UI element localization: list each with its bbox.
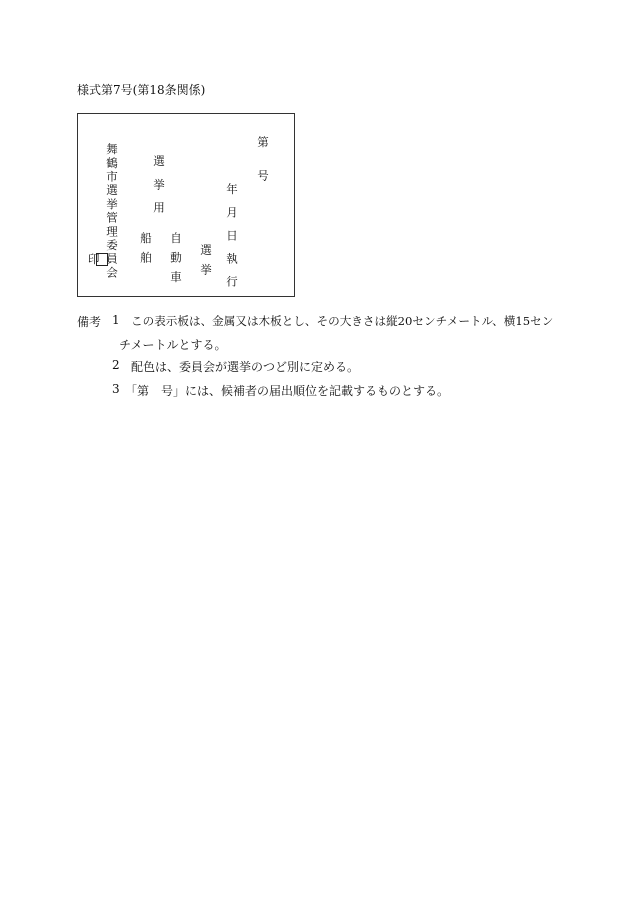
seal-stamp-box <box>96 253 108 266</box>
note-2-number: 2 <box>112 358 120 372</box>
note-1-text: この表示板は、金属又は木板とし、その大きさは縦20センチメートル、横15セン <box>131 314 554 328</box>
form-title: 様式第7号(第18条関係) <box>77 83 206 97</box>
note-3-text: 「第 号」には、候補者の届出順位を記載するものとする。 <box>125 384 450 398</box>
seal-label: 印 <box>88 252 100 266</box>
note-1-number: 1 <box>112 313 120 327</box>
execution-date-label: 年 月 日 執 行 <box>225 183 239 292</box>
vehicle-label: 自 動 車 <box>169 232 183 285</box>
committee-name: 舞鶴市選挙管理委員会 <box>105 143 119 280</box>
election-use-label: 選 挙 用 <box>152 155 166 217</box>
note-1-text-continued: チメートルとする。 <box>119 338 227 352</box>
note-2-text: 配色は、委員会が選挙のつど別に定める。 <box>131 360 360 374</box>
note-3-number: 3 <box>112 382 120 396</box>
notes-heading: 備考 <box>77 315 102 329</box>
election-label: 選 挙 <box>199 244 213 278</box>
vessel-label: 船 舶 <box>139 232 153 266</box>
number-label: 第 号 <box>256 136 270 190</box>
